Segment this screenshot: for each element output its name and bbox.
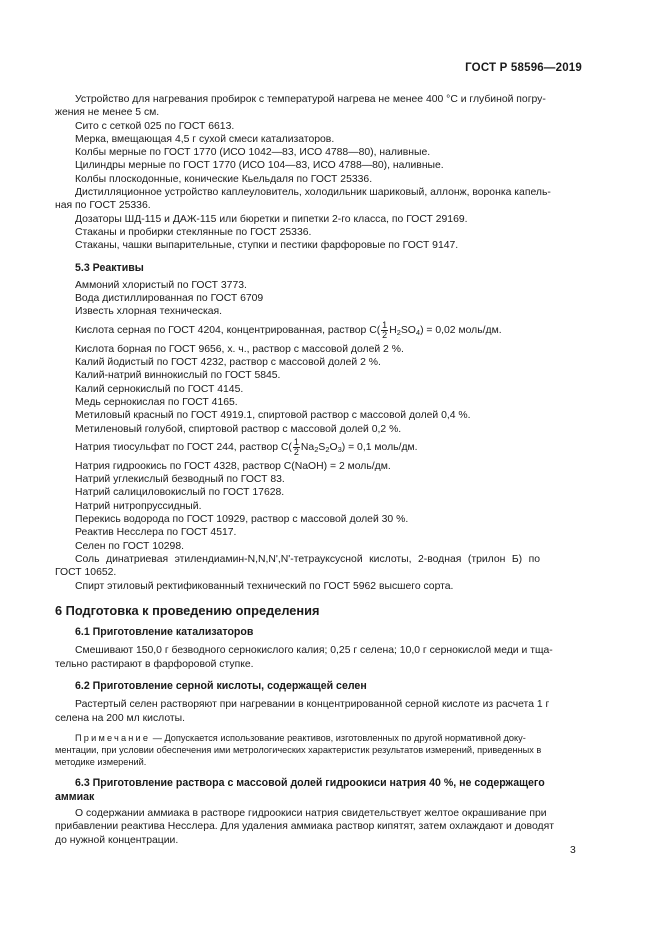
- reagent-line: Реактив Несслера по ГОСТ 4517.: [75, 527, 237, 539]
- equipment-line: Дозаторы ШД-115 и ДАЖ-115 или бюретки и пипетки 2-го класса, по ГОСТ 29169.: [75, 213, 468, 225]
- paragraph-line: прибавлении реактива Несслера. Для удаления аммиака раствор кипятят, затем охлаждают и доводят: [55, 821, 554, 833]
- reagent-line: Калий сернокислый по ГОСТ 4145.: [75, 383, 244, 395]
- note-block: [55, 732, 582, 769]
- formula-subscript: 2: [396, 327, 401, 337]
- equipment-line: жения не менее 5 см.: [55, 107, 160, 119]
- paragraph-line: селена на 200 мл кислоты.: [55, 712, 185, 724]
- section-5-3-heading: 5.3 Реактивы: [75, 261, 144, 274]
- equipment-line: ная по ГОСТ 25336.: [55, 200, 151, 212]
- reagent-line: Метиловый красный по ГОСТ 4919.1, спиртовой раствор с массовой долей 0,4 %.: [75, 410, 471, 422]
- reagent-line: Спирт этиловый ректификованный технический по ГОСТ 5962 высшего сорта.: [75, 580, 454, 592]
- fraction-numerator: 1: [293, 436, 299, 447]
- formula-subscript: 4: [415, 327, 421, 337]
- formula-prefix: Натрия тиосульфат по ГОСТ 244, раствор С(: [75, 441, 292, 453]
- equipment-line: Колбы мерные по ГОСТ 1770 (ИСО 1042—83, ИСО 4788—80), наливные.: [75, 147, 431, 159]
- formula-element: S: [318, 441, 326, 453]
- equipment-line: Стаканы и пробирки стеклянные по ГОСТ 25336.: [75, 226, 312, 238]
- formula-prefix: Кислота серная по ГОСТ 4204, концентрированная, раствор С(: [75, 324, 381, 336]
- formula-subscript: 2: [314, 444, 319, 454]
- paragraph-line: тельно растирают в фарфоровой ступке.: [55, 658, 254, 670]
- reagent-line: Натрий салициловокислый по ГОСТ 17628.: [75, 487, 285, 499]
- document-standard-id: ГОСТ Р 58596—2019: [465, 62, 582, 74]
- fraction-denominator: 2: [293, 446, 299, 457]
- formula-element: SO: [400, 324, 416, 336]
- reagent-line: Перекись водорода по ГОСТ 10929, раствор с массовой долей 30 %.: [75, 514, 409, 526]
- reagent-line: ГОСТ 10652.: [55, 567, 117, 579]
- formula-suffix: ) = 0,02 моль/дм.: [420, 324, 502, 336]
- note-line: ментации, при условии обеспечения ими метрологических характеристик результатов измерений, приведенных в: [55, 745, 542, 756]
- fraction: [381, 321, 388, 340]
- note-line: методике измерений.: [55, 757, 147, 768]
- reagent-line: Аммоний хлористый по ГОСТ 3773.: [75, 279, 247, 291]
- section-6-heading: 6 Подготовка к проведению определения: [55, 602, 320, 618]
- formula-element: H: [389, 324, 397, 336]
- reagent-line: Соль динатриевая этилендиамин-N,N,N',N'-тетрауксусной кислоты, 2-водная (трилон Б) по: [75, 553, 541, 565]
- equipment-line: Дистилляционное устройство каплеуловитель, холодильник шариковый, аллонж, воронка капель-: [75, 187, 551, 199]
- fraction-denominator: 2: [382, 329, 388, 340]
- equipment-line: Стаканы, чашки выпарительные, ступки и пестики фарфоровые по ГОСТ 9147.: [75, 240, 459, 252]
- reagent-line: Метиленовый голубой, спиртовой раствор с массовой долей 0,2 %.: [75, 423, 402, 435]
- formula-element: O: [329, 441, 338, 453]
- section-6-1-heading: 6.1 Приготовление катализаторов: [75, 626, 254, 639]
- equipment-line: Устройство для нагревания пробирок с температурой нагрева не менее 400 °С и глубиной погру-: [75, 94, 546, 105]
- paragraph-line: до нужной концентрации.: [55, 834, 179, 846]
- equipment-line: Цилиндры мерные по ГОСТ 1770 (ИСО 104—83, ИСО 4788—80), наливные.: [75, 160, 444, 172]
- paragraph-line: О содержании аммиака в растворе гидроокиси натрия свидетельствует желтое окрашивание при: [75, 808, 547, 820]
- section-6-3-heading-line: 6.3 Приготовление раствора с массовой долей гидроокиси натрия 40 %, не содержащего: [75, 777, 545, 790]
- formula-subscript: 3: [337, 444, 342, 454]
- note-label: Примечание: [75, 732, 151, 743]
- paragraph-line: Смешивают 150,0 г безводного сернокислого калия; 0,25 г селена; 10,0 г сернокислой меди и тща-: [75, 645, 553, 657]
- reagent-line: Калий йодистый по ГОСТ 4232, раствор с массовой долей 2 %.: [75, 357, 381, 369]
- fraction-numerator: 1: [382, 319, 388, 330]
- formula-element: Na: [300, 441, 315, 453]
- formula-subscript: 2: [325, 444, 330, 454]
- sulfuric-acid-formula-line: [75, 320, 582, 342]
- equipment-line: Мерка, вмещающая 4,5 г сухой смеси катализаторов.: [75, 133, 335, 145]
- equipment-line: Колбы плоскодонные, конические Кьельдаля по ГОСТ 25336.: [75, 173, 373, 185]
- reagents-list: [55, 279, 582, 593]
- reagent-line: Натрий нитропруссидный.: [75, 500, 202, 512]
- paragraph-line: Растертый селен растворяют при нагревании в концентрированной серной кислоте из расчета 1 г: [75, 699, 550, 711]
- section-6-3-heading: [55, 777, 582, 804]
- reagent-line: Калий-натрий виннокислый по ГОСТ 5845.: [75, 370, 281, 382]
- equipment-line: Сито с сеткой 025 по ГОСТ 6613.: [75, 120, 235, 132]
- reagent-line: Медь сернокислая по ГОСТ 4165.: [75, 396, 238, 408]
- fraction: [293, 438, 300, 457]
- section-6-3-heading-line: аммиак: [55, 790, 95, 803]
- equipment-list: [55, 93, 582, 253]
- reagent-line: Натрия гидроокись по ГОСТ 4328, раствор C(NaOH) = 2 моль/дм.: [75, 460, 391, 472]
- section-6-2-heading: 6.2 Приготовление серной кислоты, содержащей селен: [75, 679, 367, 692]
- page-content: [55, 93, 582, 847]
- reagent-line: Вода дистиллированная по ГОСТ 6709: [75, 293, 264, 305]
- thiosulfate-formula-line: [75, 437, 582, 459]
- reagent-line: Кислота борная по ГОСТ 9656, х. ч., раствор с массовой долей 2 %.: [75, 343, 404, 355]
- reagent-line: Натрий углекислый безводный по ГОСТ 83.: [75, 474, 285, 486]
- formula-suffix: ) = 0,1 моль/дм.: [341, 441, 418, 453]
- reagent-line: Селен по ГОСТ 10298.: [75, 540, 184, 552]
- reagent-line: Известь хлорная техническая.: [75, 306, 223, 318]
- page-number: 3: [570, 845, 576, 856]
- note-line: — Допускается использование реактивов, изготовленных по другой нормативной доку-: [150, 732, 526, 743]
